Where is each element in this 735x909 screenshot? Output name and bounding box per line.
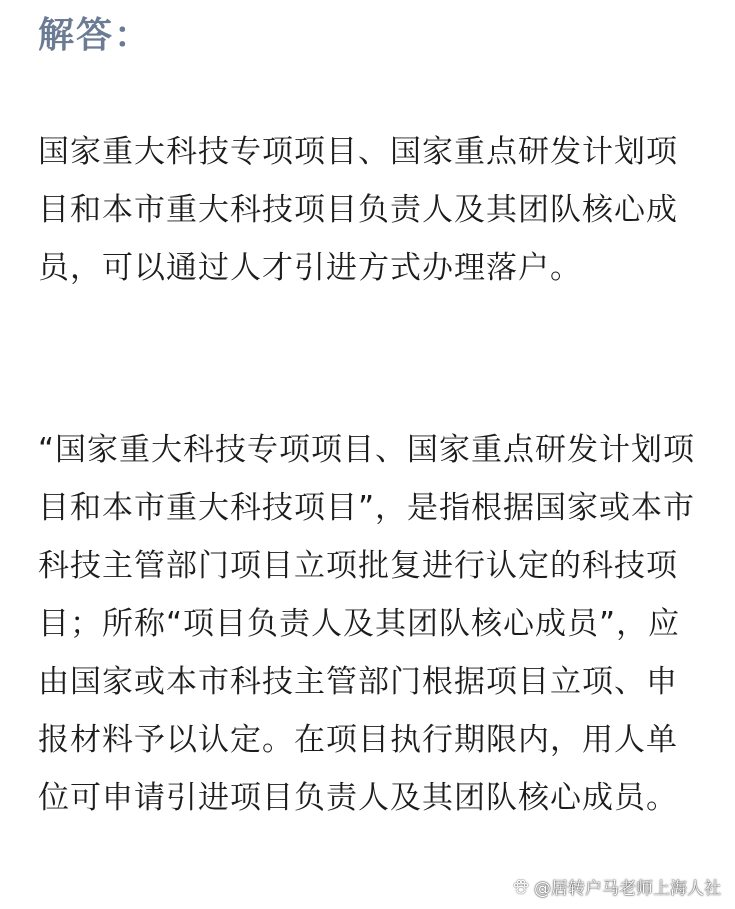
answer-heading: 解答： (38, 15, 153, 56)
answer-paragraph-2: “国家重大科技专项项目、国家重点研发计划项目和本市重大科技项目”，是指根据国家或本市科技主管部门项目立项批复进行认定的科技项目；所称“项目负责人及其团队核心成员”，应由国家或本市科技主管部门根据项目立项、申报材料予以认定。在项目执行期限内，用人单位可申请引进项目负责人及其团队核心成员。 (38, 432, 696, 816)
answer-paragraph-1: 国家重大科技专项项目、国家重点研发计划项目和本市重大科技项目负责人及其团队核心成员，可以通过人才引进方式办理落户。 (38, 134, 678, 286)
watermark (512, 874, 721, 899)
paw-icon (512, 878, 530, 896)
watermark-text: @居转户马老师上海人社 (534, 879, 721, 899)
